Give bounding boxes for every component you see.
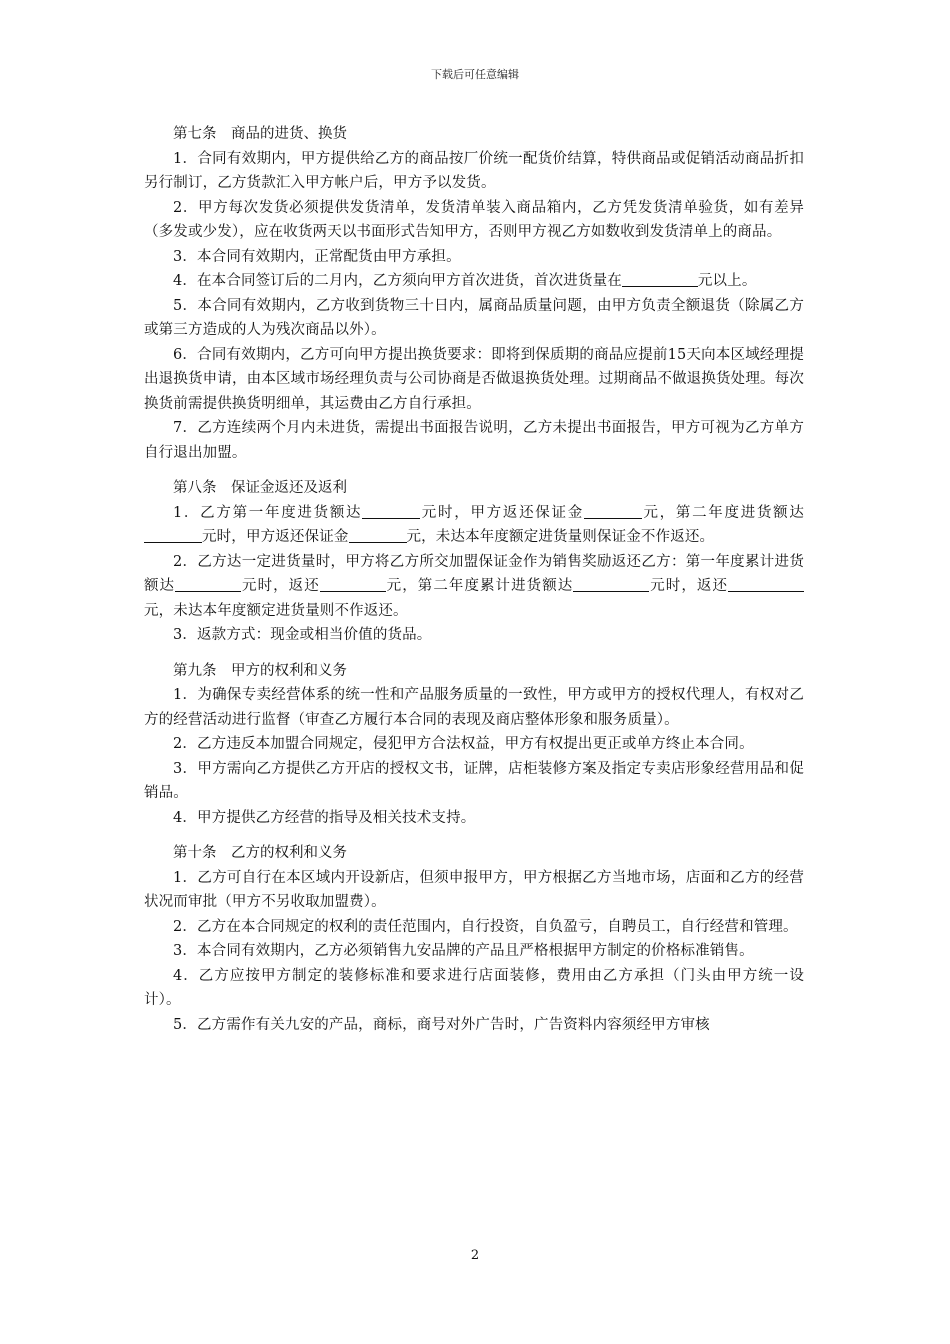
- clause-paragraph: 5．本合同有效期内，乙方收到货物三十日内，属商品质量问题，由甲方负责全额退货（除属乙方或第三方造成的人为残次商品以外）。: [144, 297, 804, 338]
- clause-paragraph: 2．乙方违反本加盟合同规定，侵犯甲方合法权益，甲方有权提出更正或单方终止本合同。: [173, 736, 754, 752]
- clause-paragraph: 1．乙方第一年度进货额达 元时，甲方返还保证金 元，第二年度进货额达元时，甲方返还保证金 元，未达本年度额定进货量则保证金不作返还。: [144, 501, 804, 550]
- fill-in-blank: [622, 272, 698, 288]
- article-section: [144, 659, 804, 831]
- page-number: 2: [470, 1248, 480, 1263]
- fill-in-blank: [175, 577, 241, 593]
- clause-paragraph: 3．本合同有效期内，乙方必须销售九安品牌的产品且严格根据甲方制定的价格标准销售。: [173, 943, 754, 959]
- clause-paragraph: 3．返款方式：现金或相当价值的货品。: [173, 627, 432, 643]
- clause-paragraph: 2．乙方达一定进货量时，甲方将乙方所交加盟保证金作为销售奖励返还乙方：第一年度累计进货额达 元时，返还 元，第二年度累计进货额达 元时，返还元，未达本年度额定进货量则不作返还。: [144, 553, 804, 619]
- article-heading: 第八条 保证金返还及返利: [173, 480, 347, 496]
- article-heading: 第七条 商品的进货、换货: [173, 126, 347, 142]
- article-section: [144, 122, 804, 465]
- fill-in-blank: [349, 528, 407, 544]
- fill-in-blank: [584, 503, 642, 519]
- clause-paragraph: 4．甲方提供乙方经营的指导及相关技术支持。: [173, 809, 476, 826]
- fill-in-blank: [573, 577, 649, 593]
- clause-paragraph: 5．乙方需作有关九安的产品，商标，商号对外广告时，广告资料内容须经甲方审核: [173, 1016, 710, 1033]
- page-header: 下载后可任意编辑: [431, 68, 519, 81]
- clause-paragraph: 1．乙方可自行在本区域内开设新店，但须申报甲方，甲方根据乙方当地市场，店面和乙方的经营状况而审批（甲方不另收取加盟费）。: [144, 869, 804, 910]
- clause-paragraph: 3．本合同有效期内，正常配货由甲方承担。: [173, 248, 461, 265]
- clause-paragraph: 1．合同有效期内，甲方提供给乙方的商品按厂价统一配货价结算，特供商品或促销活动商品折扣另行制订，乙方货款汇入甲方帐户后，甲方予以发货。: [144, 150, 804, 191]
- fill-in-blank: [144, 528, 202, 544]
- article-heading: 第九条 甲方的权利和义务: [173, 662, 347, 679]
- clause-paragraph: 2．乙方在本合同规定的权利的责任范围内，自行投资，自负盈亏，自聘员工，自行经营和管理。: [173, 918, 798, 935]
- document-body: [144, 122, 804, 1037]
- clause-paragraph: 7．乙方连续两个月内未进货，需提出书面报告说明，乙方未提出书面报告，甲方可视为乙方单方自行退出加盟。: [144, 420, 804, 461]
- clause-paragraph: 4．在本合同签订后的二月内，乙方须向甲方首次进货，首次进货量在 元以上。: [173, 273, 757, 289]
- article-section: [144, 841, 804, 1037]
- clause-paragraph: 4．乙方应按甲方制定的装修标准和要求进行店面装修，费用由乙方承担（门头由甲方统一设计）。: [144, 967, 804, 1008]
- fill-in-blank: [362, 503, 420, 519]
- clause-paragraph: 6．合同有效期内，乙方可向甲方提出换货要求：即将到保质期的商品应提前15天向本区域经理提出退换货申请，由本区域市场经理负责与公司协商是否做退换货处理。过期商品不做退换货处理。每次换货前需提供换货明细单，其运费由乙方自行承担。: [144, 346, 804, 412]
- article-section: [144, 476, 804, 648]
- article-heading: 第十条 乙方的权利和义务: [173, 845, 347, 861]
- fill-in-blank: [320, 577, 386, 593]
- clause-paragraph: 2．甲方每次发货必须提供发货清单，发货清单装入商品箱内，乙方凭发货清单验货，如有差异（多发或少发），应在收货两天以书面形式告知甲方，否则甲方视乙方如数收到发货清单上的商品。: [144, 199, 804, 240]
- fill-in-blank: [728, 577, 804, 593]
- clause-paragraph: 3．甲方需向乙方提供乙方开店的授权文书，证牌，店柜装修方案及指定专卖店形象经营用品和促销品。: [144, 760, 804, 801]
- clause-paragraph: 1．为确保专卖经营体系的统一性和产品服务质量的一致性，甲方或甲方的授权代理人，有权对乙方的经营活动进行监督（审查乙方履行本合同的表现及商店整体形象和服务质量）。: [144, 687, 804, 728]
